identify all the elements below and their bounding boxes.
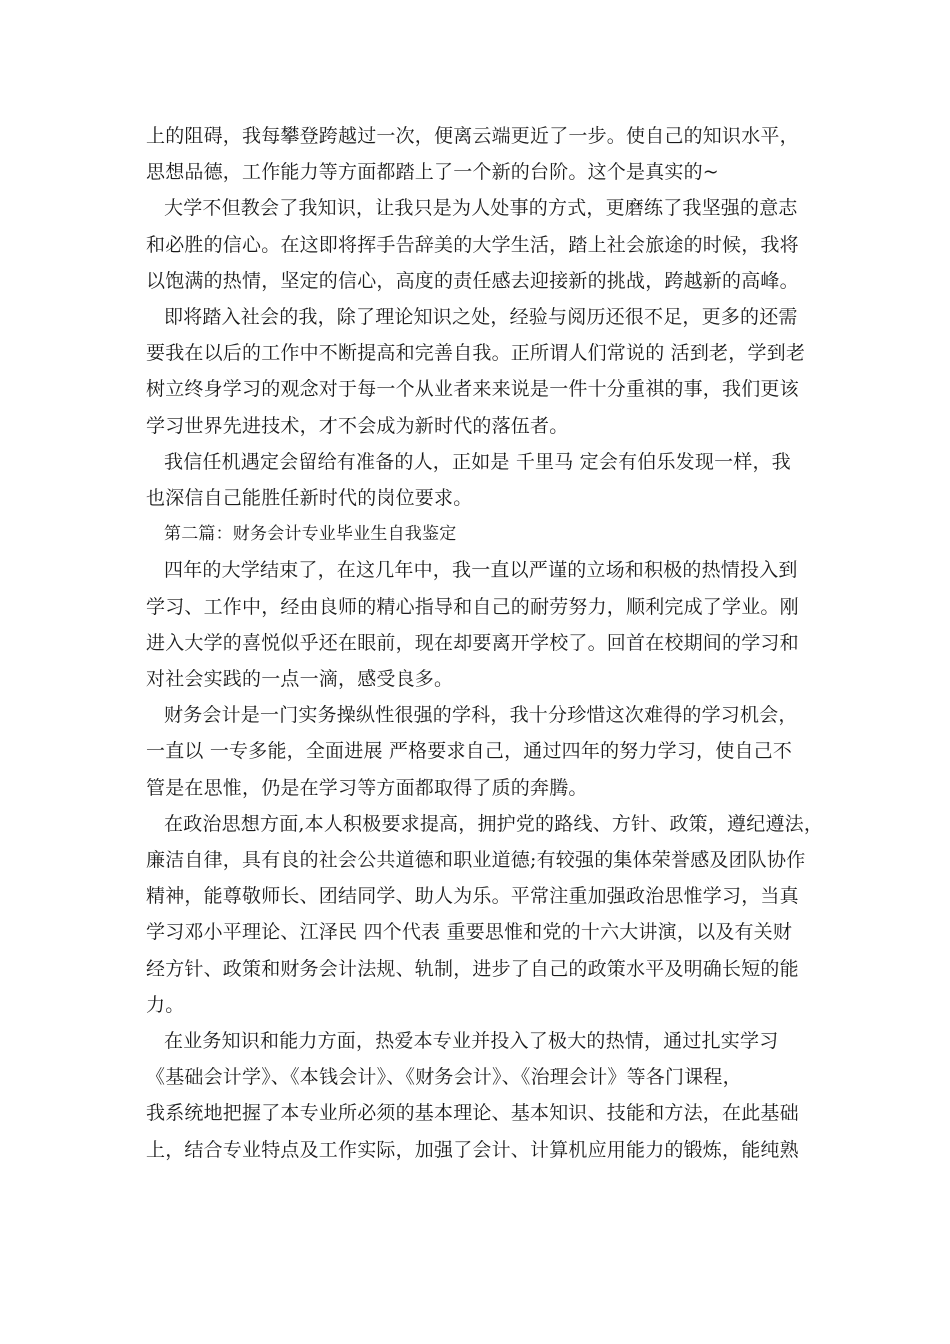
text-line: 我系统地把握了本专业所必须的基本理论、基本知识、技能和方法，在此基础 — [146, 1102, 799, 1125]
text-line: 在政治思想方面,本人积极要求提高，拥护党的路线、方针、政策，遵纪遵法， — [164, 812, 824, 835]
text-line: 一直以 一专多能，全面进展 严格要求自己，通过四年的努力学习，使自己不 — [146, 740, 793, 763]
text-line: 财务会计是一门实务操纵性很强的学科，我十分珍惜这次难得的学习机会， — [164, 704, 798, 727]
text-line: 上，结合专业特点及工作实际，加强了会计、计算机应用能力的锻炼，能纯熟 — [146, 1138, 799, 1161]
text-line: 学习世界先进技术，才不会成为新时代的落伍者。 — [146, 414, 569, 437]
text-line: 学习邓小平理论、江泽民 四个代表 重要思惟和党的十六大讲演，以及有关财 — [146, 921, 793, 944]
text-line: 在业务知识和能力方面，热爱本专业并投入了极大的热情，通过扎实学习 — [164, 1030, 779, 1052]
text-line: 和必胜的信心。在这即将挥手告辞美的大学生活，踏上社会旅途的时候，我将 — [146, 233, 799, 256]
text-line: 《基础会计学》、《本钱会计》、《财务会计》、《治理会计》等各门课程， — [146, 1066, 742, 1089]
text-line: 也深信自己能胜任新时代的岗位要求。 — [146, 487, 473, 509]
text-line: 树立终身学习的观念对于每一个从业者来来说是一件十分重祺的事，我们更该 — [146, 378, 799, 401]
text-line: 进入大学的喜悦似乎还在眼前，现在却要离开学校了。回首在校期间的学习和 — [146, 631, 799, 654]
text-line: 学习、工作中，经由良师的精心指导和自己的耐劳努力，顺利完成了学业。刚 — [146, 595, 799, 618]
text-line: 以饱满的热情，坚定的信心，高度的责任感去迎接新的挑战，跨越新的高峰。 — [146, 269, 799, 292]
text-line: 廉洁自律，具有良的社会公共道德和职业道德;有较强的集体荣誉感及团队协作 — [146, 849, 806, 871]
text-line: 即将踏入社会的我，除了理论知识之处，经验与阅历还很不足，更多的还需 — [164, 306, 798, 328]
text-line: 四年的大学结束了，在这几年中，我一直以严谨的立场和积极的热情投入到 — [164, 559, 798, 582]
text-line: 大学不但教会了我知识，让我只是为人处事的方式，更磨练了我坚强的意志 — [164, 197, 798, 220]
text-line: 力。 — [146, 993, 185, 1016]
text-line: 思想品德，工作能力等方面都踏上了一个新的台阶。这个是真实的~ — [146, 161, 719, 184]
text-line: 上的阻碍，我每攀登跨越过一次，便离云端更近了一步。使自己的知识水平， — [146, 125, 799, 147]
text-line: 经方针、政策和财务会计法规、轨制，进步了自己的政策水平及明确长短的能 — [146, 957, 799, 980]
text-line: 要我在以后的工作中不断提高和完善自我。正所谓人们常说的 活到老，学到老 — [146, 342, 806, 365]
section-heading: 第二篇：财务会计专业毕业生自我鉴定 — [164, 524, 457, 545]
text-line: 管是在思惟，仍是在学习等方面都取得了质的奔腾。 — [146, 776, 588, 799]
text-line: 我信任机遇定会留给有准备的人，正如是 千里马 定会有伯乐发现一样，我 — [164, 450, 791, 473]
text-line: 对社会实践的一点一滴，感受良多。 — [146, 668, 454, 690]
text-line: 精神，能尊敬师长、团结同学、助人为乐。平常注重加强政治思惟学习，当真 — [146, 885, 799, 908]
